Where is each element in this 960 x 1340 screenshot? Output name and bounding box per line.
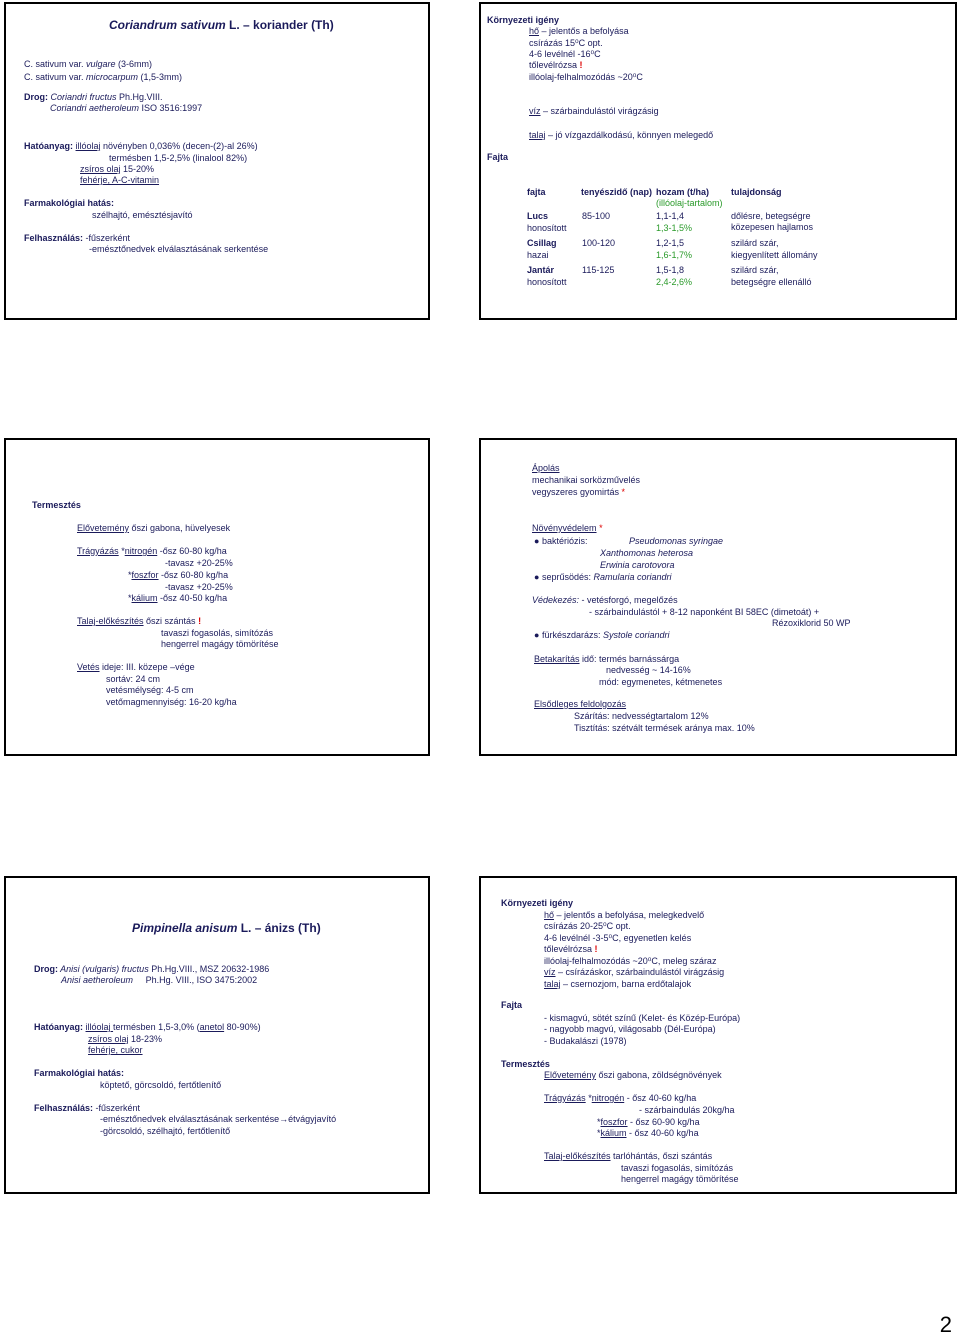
table-row-prop1: szilárd szár, (731, 265, 779, 275)
preceding-crop-line: Elővetemény őszi gabona, hüvelyesek (77, 523, 231, 533)
table-row-yield: 1,1-1,4 (656, 211, 685, 221)
variety-line-1: - kismagvú, sötét színű (Kelet- és Közép-Európa) (544, 1013, 741, 1023)
fertilizer-n-line: Trágyázás *nitrogén -ősz 60-80 kg/ha (77, 546, 227, 556)
active-ingredient-line-4: fehérje, A-C-vitamin (80, 175, 160, 185)
processing-line-2: Tisztítás: szétvált termések aránya max. 10% (574, 723, 755, 733)
frost-line: 4-6 levélnél -16⁰C (529, 49, 601, 59)
active-ingredient-line-1: Hatóanyag: illóolaj növényben 0,036% (decen-(2)-al 26%) (24, 141, 258, 151)
table-row-days: 100-120 (582, 238, 616, 248)
table-row-oil: 2,4-2,6% (656, 277, 693, 287)
preceding-crop-line: Elővetemény őszi gabona, zöldségnövények (544, 1070, 722, 1080)
fertilizer-k-line: *kálium - ősz 40-60 kg/ha (597, 1128, 699, 1138)
soil-line: talaj – jó vízgazdálkodású, könnyen melegedő (529, 130, 714, 140)
heat-line: hő – jelentős a befolyása (529, 26, 629, 36)
pharmacology-text: szélhajtó, emésztésjavító (92, 210, 193, 220)
fertilizer-n-line: Trágyázás *nitrogén - ősz 40-60 kg/ha (544, 1093, 697, 1103)
usage-line-1: Felhasználás: -fűszerként (24, 233, 131, 243)
section-title: Termesztés (32, 500, 81, 510)
harvest-line-2: nedvesség ~ 14-16% (606, 665, 691, 675)
table-header-property: tulajdonság (731, 187, 782, 197)
cultivation-title: Termesztés (501, 1059, 550, 1069)
table-row-origin: hazai (527, 250, 549, 260)
table-row-days: 115-125 (582, 265, 615, 275)
active-ingredient-line-1: Hatóanyag: illóolaj termésben 1,5-3,0% (anetol 80-90%) (34, 1022, 261, 1032)
table-row-prop1: dőlésre, betegségre (731, 211, 811, 221)
table-header-yield: hozam (t/ha) (656, 187, 709, 197)
active-ingredient-line-3: zsíros olaj 15-20% (80, 164, 155, 174)
table-row-days: 85-100 (582, 211, 611, 221)
bacteriosis-line: ● baktériózis: (534, 536, 588, 546)
pharmacology-label: Farmakológiai hatás: (24, 198, 115, 208)
bullet-icon: ● (534, 630, 540, 640)
variety-label: Fajta (487, 152, 509, 162)
pharmacology-label: Farmakológiai hatás: (34, 1068, 125, 1078)
heat-line: hő – jelentős a befolyása, melegkedvelő (544, 910, 705, 920)
oil-accumulation-line: illóolaj-felhalmozódás ~20⁰C (529, 72, 643, 82)
drog-line-1: Drog: Coriandri fructus Ph.Hg.VIII. (24, 92, 163, 102)
fertilizer-n-spring: -tavasz +20-25% (165, 558, 233, 568)
table-row-prop2: betegségre ellenálló (731, 277, 812, 287)
variety-line-2: - nagyobb magvú, világosabb (Dél-Európa) (544, 1024, 716, 1034)
slide-anise-environment (479, 876, 957, 1194)
usage-line-2: -emésztőnedvek elválasztásának serkentése (89, 244, 269, 254)
variety-line-2: C. sativum var. microcarpum (1,5-3mm) (24, 72, 183, 82)
soil-line: talaj – csernozjom, barna erdőtalajok (544, 979, 692, 989)
table-row-name: Lucs (527, 211, 549, 221)
care-line-1: mechanikai sorközművelés (532, 475, 641, 485)
table-row-yield: 1,2-1,5 (656, 238, 685, 248)
variety-line-3: - Budakalászi (1978) (544, 1036, 627, 1046)
soil-prep-line-2: tavaszi fogasolás, simítózás (621, 1163, 734, 1173)
soil-prep-line: Talaj-előkészítés tarlóhántás, őszi szántás (544, 1151, 713, 1161)
active-ingredient-line-2: termésben 1,5-2,5% (linalool 82%) (109, 153, 248, 163)
pharmacology-text: köptető, görcsoldó, fertőtlenítő (100, 1080, 222, 1090)
bullet-icon: ● (534, 536, 540, 546)
usage-line-2: -emésztőnedvek elválasztásának serkentése→étvágyjavító (100, 1114, 337, 1124)
water-line: víz – csírázáskor, szárbaindulástól virágzásig (544, 967, 725, 977)
table-row-oil: 1,3-1,5% (656, 223, 693, 233)
protection-line-1: Védekezés: - vetésforgó, megelőzés (532, 595, 678, 605)
page-number: 2 (939, 1311, 952, 1337)
slide-anise-intro (4, 876, 430, 1194)
table-row-name: Jantár (527, 265, 555, 275)
fertilizer-p-spring: -tavasz +20-25% (165, 582, 233, 592)
germination-line: csírázás 15⁰C opt. (529, 38, 603, 48)
protection-line-3: Rézoxiklorid 50 WP (772, 618, 851, 628)
rosette-line: tőlevélrózsa ! (529, 60, 583, 70)
environment-title: Környezeti igény (487, 15, 560, 25)
table-row-origin: honosított (527, 223, 567, 233)
table-row-yield: 1,5-1,8 (656, 265, 685, 275)
table-row-prop2: kiegyenlített állomány (731, 250, 818, 260)
processing-line-1: Szárítás: nedvességtartalom 12% (574, 711, 709, 721)
active-ingredient-line-3: fehérje, cukor (88, 1045, 143, 1055)
drog-line-1: Drog: Anisi (vulgaris) fructus Ph.Hg.VIII., MSZ 20632-1986 (34, 964, 270, 974)
fertilizer-p-line: *foszfor - ősz 60-90 kg/ha (597, 1117, 700, 1127)
soil-prep-line-3: hengerrel magágy tömörítése (161, 639, 279, 649)
sepru-line: ● seprűsödés: Ramularia coriandri (534, 572, 672, 582)
harvest-line-1: Betakarítás idő: termés barnássárga (534, 654, 680, 664)
soil-prep-line: Talaj-előkészítés őszi szántás ! (77, 616, 202, 626)
usage-line-1: Felhasználás: -fűszerként (34, 1103, 141, 1113)
pathogen-3: Erwinia carotovora (600, 560, 675, 570)
plant-protection-title: Növényvédelem * (532, 523, 603, 533)
table-header-days: tenyészidő (nap) (581, 187, 653, 197)
variety-label: Fajta (501, 1000, 523, 1010)
germination-line: csírázás 20-25⁰C opt. (544, 921, 631, 931)
pathogen-1: Pseudomonas syringae (629, 536, 724, 546)
slide-title: Coriandrum sativum L. – koriander (Th) (109, 18, 334, 32)
soil-prep-line-2: tavaszi fogasolás, simítózás (161, 628, 274, 638)
fertilizer-n-stem: - szárbaindulás 20kg/ha (639, 1105, 735, 1115)
care-title: Ápolás (532, 463, 560, 473)
slide-coriander-environment (479, 2, 957, 320)
table-row-origin: honosított (527, 277, 567, 287)
oil-accumulation-line: illóolaj-felhalmozódás ~20⁰C, meleg száraz (544, 956, 717, 966)
frost-line: 4-6 levélnél -3-5⁰C, egyenetlen kelés (544, 933, 692, 943)
soil-prep-line-3: hengerrel magágy tömörítése (621, 1174, 739, 1184)
slide-coriander-cultivation (4, 438, 430, 756)
table-header-oil: (illóolaj-tartalom) (656, 198, 723, 208)
processing-title: Elsődleges feldolgozás (534, 699, 627, 709)
rosette-line: tőlevélrózsa ! (544, 944, 598, 954)
fertilizer-k-line: *kálium -ősz 40-50 kg/ha (128, 593, 228, 603)
water-line: víz – szárbaindulástól virágzásig (529, 106, 659, 116)
usage-line-3: -görcsoldó, szélhajtó, fertőtlenítő (100, 1126, 231, 1136)
slide-coriander-care (479, 438, 957, 756)
variety-line-1: C. sativum var. vulgare (3-6mm) (24, 59, 153, 69)
wasp-line: ● fürkészdarázs: Systole coriandri (534, 630, 670, 640)
table-row-oil: 1,6-1,7% (656, 250, 693, 260)
drog-line-2: Anisi aetheroleum Ph.Hg. VIII., ISO 3475:2002 (61, 975, 258, 985)
table-row-prop2: közepesen hajlamos (731, 222, 814, 232)
care-line-2: vegyszeres gyomirtás * (532, 487, 626, 497)
protection-line-2: - szárbaindulástól + 8-12 naponként BI 58EC (dimetoát) + (589, 607, 820, 617)
bullet-icon: ● (534, 572, 540, 582)
environment-title: Környezeti igény (501, 898, 574, 908)
active-ingredient-line-2: zsíros olaj 18-23% (88, 1034, 163, 1044)
table-row-prop1: szilárd szár, (731, 238, 779, 248)
slide-title: Pimpinella anisum L. – ánizs (Th) (132, 921, 321, 935)
pathogen-2: Xanthomonas heterosa (600, 548, 694, 558)
sowing-line-2: sortáv: 24 cm (106, 674, 161, 684)
sowing-line-3: vetésmélység: 4-5 cm (106, 685, 194, 695)
sowing-line-4: vetőmagmennyiség: 16-20 kg/ha (106, 697, 237, 707)
table-header-fajta: fajta (527, 187, 546, 197)
sowing-line: Vetés ideje: III. közepe –vége (77, 662, 195, 672)
drog-line-2: Coriandri aetheroleum ISO 3516:1997 (50, 103, 203, 113)
table-row-name: Csillag (527, 238, 557, 248)
harvest-line-3: mód: egymenetes, kétmenetes (599, 677, 723, 687)
slide-coriander-intro (4, 2, 430, 320)
fertilizer-p-line: *foszfor -ősz 60-80 kg/ha (128, 570, 229, 580)
